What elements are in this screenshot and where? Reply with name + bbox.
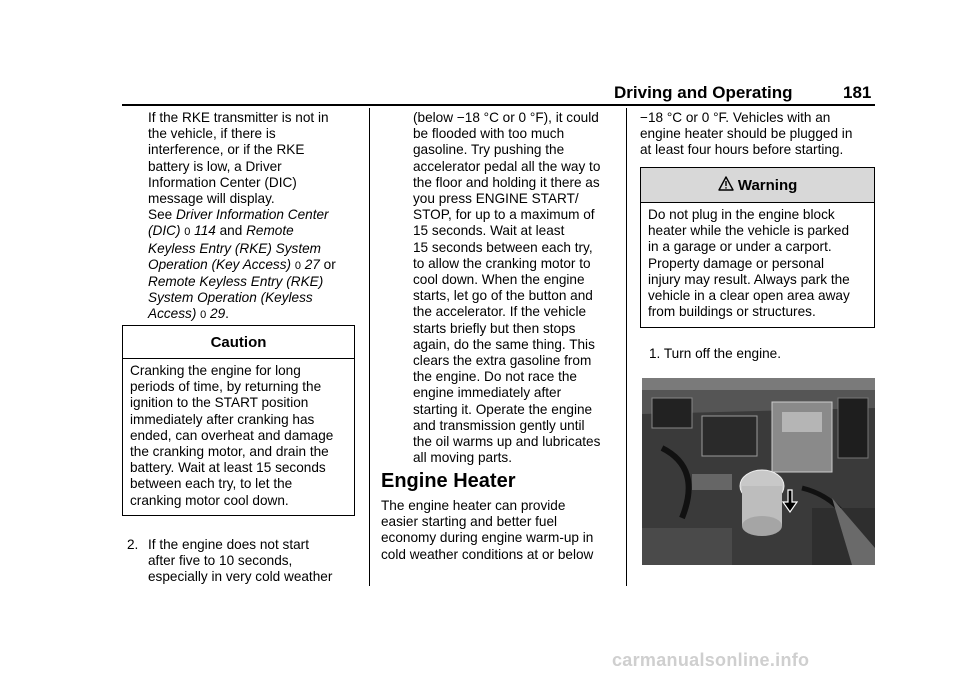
ref-rke-keyless-access-page[interactable]: 29 [210, 306, 226, 322]
rke-line-1: If the RKE transmitter is not in [148, 110, 329, 125]
step-1 [649, 346, 781, 361]
para-line: (below −18 °C or 0 °F), it could [413, 110, 599, 125]
column-divider-1 [369, 108, 370, 586]
warning-line: heater while the vehicle is parked [648, 223, 849, 239]
ref-rke-key-access-link-c[interactable]: Operation (Key Access) [148, 256, 292, 272]
ref-rke-keyless-access-link[interactable]: Access) [148, 306, 197, 322]
rke-line-8 [148, 223, 358, 240]
para-line: to allow the cranking motor to [413, 255, 591, 271]
page-ref-arrow-icon: 0 [294, 259, 301, 272]
caution-box [122, 325, 355, 516]
caution-line: cranking motor cool down. [130, 492, 289, 508]
para-line: the accelerator. If the vehicle [413, 304, 587, 320]
warning-title: Warning [737, 177, 798, 194]
step-text [148, 537, 357, 586]
para-line: the engine. Do not race the [413, 369, 577, 385]
see-word: See [148, 207, 176, 223]
step-number: 2. [127, 537, 139, 552]
para-line: and transmission gently until [413, 417, 585, 433]
para-line: the floor and holding it there as [413, 174, 600, 190]
step-number: 1. [649, 346, 661, 361]
caution-body [123, 359, 354, 509]
ref-rke-key-access-page[interactable]: 27 [304, 256, 320, 272]
ref-rke-key-access-link[interactable]: Remote [246, 223, 294, 239]
step-line: after five to 10 seconds, [148, 553, 293, 569]
step-line: especially in very cold weather [148, 569, 333, 585]
warning-body [641, 203, 874, 320]
step-text: Turn off the engine. [663, 346, 782, 361]
para-line: cold weather conditions at or below [381, 546, 594, 562]
caution-line: ignition to the START position [130, 395, 309, 411]
warning-line: from buildings or structures. [648, 304, 816, 320]
and-word: and [215, 223, 247, 239]
column-divider-2 [626, 108, 627, 586]
warning-line: Property damage or personal [648, 255, 825, 271]
para-line: 15 seconds. Wait at least [413, 223, 565, 239]
para-line: the oil warms up and lubricates [413, 434, 601, 450]
caution-line: periods of time, by returning the [130, 379, 322, 395]
caution-line: battery. Wait at least 15 seconds [130, 460, 326, 476]
para-line: be flooded with too much [413, 126, 565, 142]
warning-header [641, 168, 874, 203]
caution-line: Cranking the engine for long [130, 363, 301, 378]
rke-line-9[interactable]: Keyless Entry (RKE) System [148, 240, 321, 256]
para-line: starting it. Operate the engine [413, 401, 593, 417]
para-line: all moving parts. [413, 450, 512, 466]
para-line: starts briefly but then stops [413, 320, 576, 336]
rke-paragraph [148, 110, 358, 324]
caution-line: between each try, to let the [130, 476, 293, 492]
para-line: at least four hours before starting. [640, 142, 844, 158]
step-2 [127, 537, 357, 586]
caution-line: the cranking motor, and drain the [130, 444, 329, 460]
warning-line: in a garage or under a carport. [648, 239, 832, 255]
rke-line-11[interactable]: Remote Keyless Entry (RKE) [148, 274, 324, 290]
page-ref-arrow-icon: 0 [200, 309, 207, 322]
header-rule [122, 104, 875, 106]
para-line: easier starting and better fuel [381, 514, 558, 530]
caution-line: ended, can overheat and damage [130, 427, 334, 443]
caution-title: Caution [123, 326, 354, 359]
watermark: carmanualsonline.info [612, 650, 810, 670]
para-line: engine heater should be plugged in [640, 126, 853, 142]
page-ref-arrow-icon: 0 [184, 226, 191, 239]
para-line: again, do the same thing. This [413, 336, 595, 352]
section-title: Driving and Operating [614, 83, 793, 102]
rke-line-6: message will display. [148, 191, 275, 207]
para-line: 15 seconds between each try, [413, 239, 593, 255]
ref-dic-page[interactable]: 114 [194, 223, 216, 239]
rke-line-10 [148, 257, 358, 274]
period: . [225, 306, 229, 322]
rke-line-4: battery is low, a Driver [148, 158, 282, 174]
para-line: STOP, for up to a maximum of [413, 207, 595, 223]
para-line: starts, let go of the button and [413, 288, 593, 304]
ref-dic-link-b[interactable]: (DIC) [148, 223, 181, 239]
warning-line: Do not plug in the engine block [648, 207, 835, 222]
para-line: clears the extra gasoline from [413, 353, 592, 369]
rke-line-7 [148, 207, 358, 223]
para-line: gasoline. Try pushing the [413, 142, 565, 158]
para-line: −18 °C or 0 °F. Vehicles with an [640, 110, 831, 125]
warning-line: injury may result. Always park the [648, 271, 850, 287]
engine-heater-paragraph [381, 498, 621, 563]
rke-line-13 [148, 306, 358, 323]
rke-line-12[interactable]: System Operation (Keyless [148, 290, 313, 306]
engine-bay-photo [642, 378, 875, 565]
caution-line: immediately after cranking has [130, 411, 315, 427]
para-line: The engine heater can provide [381, 498, 566, 513]
rke-line-2: the vehicle, if there is [148, 126, 276, 142]
or-word: or [319, 256, 336, 272]
engine-heater-heading: Engine Heater [381, 470, 516, 492]
para-line: you press ENGINE START/ [413, 191, 579, 207]
rke-line-3: interference, or if the RKE [148, 142, 305, 158]
heater-continued-paragraph [640, 110, 876, 159]
cold-weather-paragraph [381, 110, 621, 466]
para-line: economy during engine warm-up in [381, 530, 594, 546]
rke-line-5: Information Center (DIC) [148, 174, 297, 190]
page-number: 181 [843, 83, 872, 102]
ref-dic-link[interactable]: Driver Information Center [175, 207, 329, 223]
para-line: engine immediately after [413, 385, 562, 401]
para-line: cool down. When the engine [413, 272, 585, 288]
warning-line: vehicle in a clear open area away [648, 288, 850, 304]
warning-box [640, 167, 875, 328]
para-line: accelerator pedal all the way to [413, 158, 601, 174]
warning-icon [718, 176, 734, 192]
step-line: If the engine does not start [148, 537, 309, 552]
